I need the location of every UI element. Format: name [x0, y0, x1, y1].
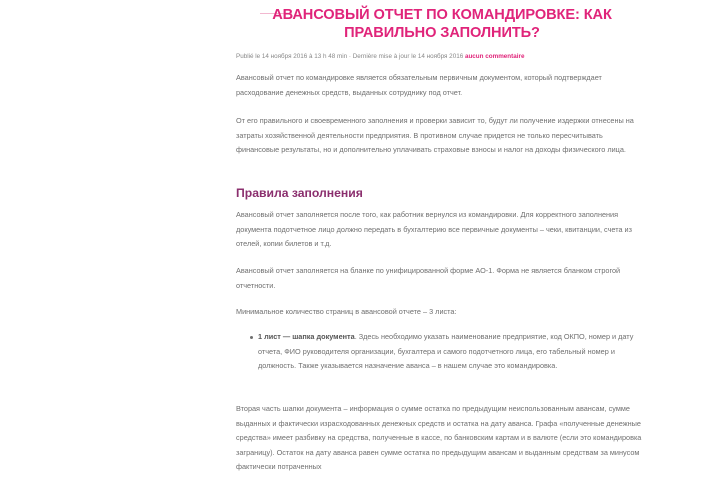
section-paragraph-2: Авансовый отчет заполняется на бланке по унифицированной форме АО-1. Форма не является бланком строгой отчетности. [236, 266, 621, 290]
publish-info: Publié le 14 ноября 2016 à 13 h 48 min · Dernière mise à jour le 14 ноября 2016 [236, 53, 464, 60]
list-bullet [250, 336, 253, 339]
list-item [258, 330, 642, 374]
comments-link[interactable]: aucun commentaire [464, 53, 525, 60]
article-meta [236, 53, 656, 60]
list-item-text: . Здесь необходимо указать наименование предприятие, код ОКПО, номер и дату отчета, ФИО руководителя организации, бухгалтера и самого подотчетного лица, его табельный номер и должность. Также указывается назначение аванса – в нашем случае это командировка. [258, 332, 634, 370]
intro-paragraph-2: От его правильного и своевременного заполнения и проверки зависит то, будут ли получение издержки отнесены на затраты хозяйственной деятельности предприятия. В противном случае придется не только пересчитывать финансовые результаты, но и дополнительно уплачивать страховые взносы и налог на доходы физического лица. [236, 116, 634, 154]
list-item-bold: 1 лист — шапка документа [258, 332, 355, 341]
section-paragraph-3: Минимальное количество страниц в авансовой отчете – 3 листа: [236, 307, 457, 316]
section-heading: Правила заполнения [236, 186, 363, 200]
closing-paragraph: Вторая часть шапки документа – информация о сумме остатка по предыдущим неиспользованным авансам, сумме выданных и фактически израсходованных денежных средств и остатка на дату аванса. Графа «полученные денежные средства» имеет разбивку на средства, полученные в кассе, по банковским картам и в валюте (если это командировка заграницу). Остаток на дату аванса равен сумме остатка по предыдущим авансам и выданным средствам за минусом фактически потраченных [236, 404, 642, 471]
section-paragraph-1: Авансовый отчет заполняется после того, как работник вернулся из командировки. Для корректного заполнения документа подотчетное лицо должно передать в бухгалтерию все первичные документы – чеки, квитанции, счета из отелей, копии билетов и т.д. [236, 210, 632, 248]
article-title: АВАНСОВЫЙ ОТЧЕТ ПО КОМАНДИРОВКЕ: КАК ПРАВИЛЬНО ЗАПОЛНИТЬ? [272, 7, 612, 41]
intro-paragraph-1: Авансовый отчет по командировке является обязательным первичным документом, который подтверждает расходование денежных средств, выданных сотруднику под отчет. [236, 73, 602, 97]
